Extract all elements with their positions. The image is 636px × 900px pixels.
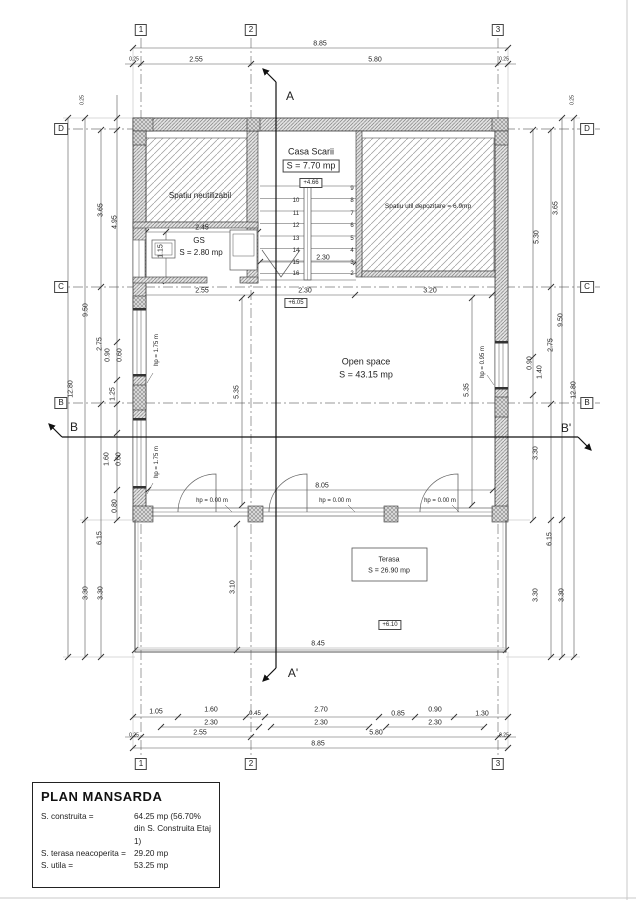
stair-num-10: 10 (292, 198, 300, 204)
hp-leader-lines (147, 369, 494, 512)
dim-left-615: 6.15 (96, 531, 104, 545)
dim-bot-230b: 2.30 (314, 719, 328, 727)
dim-gs-245: 2.45 (195, 224, 209, 232)
dim-right-330c: 3.30 (558, 588, 566, 602)
stair-num-12: 12 (292, 223, 300, 229)
room-open-space-name: Open space (341, 356, 391, 367)
grid-bubble-c-left: C (54, 281, 68, 293)
dim-left-950: 9.50 (82, 303, 90, 317)
dim-310: 3.10 (229, 580, 237, 594)
stair-break-line (262, 250, 300, 277)
dim-right-1280: 12.80 (570, 381, 578, 399)
dim-bot-580: 5.80 (369, 729, 383, 737)
dim-left-365: 3.65 (97, 203, 105, 217)
room-terasa-name: Terasa (378, 556, 400, 564)
stair-num-15: 15 (292, 260, 300, 266)
stair-num-16: 16 (292, 271, 300, 277)
dim-bot-025-r: 0.25 (499, 732, 509, 739)
stair-num-7: 7 (350, 211, 354, 217)
level-marker-610: +6.10 (378, 620, 401, 630)
dim-bot-885: 8.85 (311, 740, 325, 748)
dim-top-255: 2.55 (189, 56, 203, 64)
dim-535-left: 5.35 (233, 385, 241, 399)
dim-bot-130: 1.30 (475, 710, 489, 718)
stairs (260, 186, 356, 280)
stair-num-9: 9 (350, 186, 354, 192)
dim-gs-115: 1.15 (157, 244, 165, 258)
title-row-construita-2: din S. Construita Etaj 1) (134, 824, 211, 846)
stair-num-14: 14 (292, 248, 300, 254)
terrace (135, 520, 506, 652)
stair-num-2: 2 (350, 271, 354, 277)
room-terasa-area: S = 26.90 mp (368, 567, 410, 575)
terasa-label-box (352, 548, 427, 581)
door-swing-3 (420, 474, 458, 512)
grid-bubble-d-right: D (580, 123, 594, 135)
title-row-terasa: S. terasa neacoperita = 29.20 mp (41, 848, 169, 858)
hp-label-175-b: hp = 1.75 m (154, 446, 160, 478)
grid-bubble-d-left: D (54, 123, 68, 135)
dim-left-090: 0.90 (104, 348, 112, 362)
dim-left-275: 2.75 (96, 337, 104, 351)
stair-num-3: 3 (350, 260, 354, 266)
hp-label-000-c: hp = 0.00 m (424, 498, 456, 504)
section-lines (49, 69, 591, 681)
dim-mid-320: 3.20 (423, 287, 437, 295)
grid-bubble-2-bot: 2 (245, 758, 257, 770)
dim-bot-230c: 2.30 (428, 719, 442, 727)
room-casa-scarii-name: Casa Scarii (287, 146, 335, 157)
stair-num-4: 4 (350, 248, 354, 254)
dim-805: 8.05 (315, 482, 329, 490)
stair-num-8: 8 (350, 198, 354, 204)
door-swing-2 (269, 474, 307, 512)
dim-right-090: 0.90 (526, 356, 534, 370)
room-gs-area: S = 2.80 mp (179, 248, 223, 257)
dim-stair-230: 2.30 (316, 254, 330, 262)
dim-top-025-l: 0.25 (129, 56, 139, 63)
room-gs-name: GS (193, 236, 205, 245)
window-left-1 (133, 308, 146, 377)
title-row-utila: S. utila = 53.25 mp (41, 861, 169, 871)
dim-bot-230a: 2.30 (204, 719, 218, 727)
spatiu-util-hatch (362, 138, 494, 271)
dim-left-080: 0.80 (111, 499, 119, 513)
dim-bot-270: 2.70 (314, 706, 328, 714)
grid-bubble-3-bot: 3 (492, 758, 504, 770)
doors (178, 474, 458, 512)
dim-left-1280: 12.80 (67, 380, 75, 398)
dim-left-025: 0.25 (79, 95, 86, 105)
level-marker-605: +6.05 (284, 298, 307, 308)
window-gs (133, 240, 145, 277)
dim-bot-045: 0.45 (249, 711, 261, 717)
dim-845: 8.45 (311, 640, 325, 648)
dim-bot-105: 1.05 (149, 708, 163, 716)
grid-bubble-1-top: 1 (135, 24, 147, 36)
dim-bot-085: 0.85 (391, 710, 405, 718)
dim-left-060b: 0.60 (115, 452, 123, 466)
grid-bubble-1-bot: 1 (135, 758, 147, 770)
dim-535-right: 5.35 (463, 383, 471, 397)
dim-right-365: 3.65 (552, 201, 560, 215)
section-a-label: A (285, 89, 295, 103)
level-marker-466: +4.66 (299, 178, 322, 188)
dim-right-025: 0.25 (569, 95, 576, 105)
grid-bubble-b-right: B (580, 397, 593, 409)
dim-right-140: 1.40 (536, 365, 544, 379)
section-a-prime-label: A' (287, 666, 299, 680)
stair-num-13: 13 (292, 236, 300, 242)
grid-bubble-c-right: C (580, 281, 594, 293)
room-spatiu-util-depozitare: Spatiu util depozitare = 6.9mp (384, 202, 472, 210)
dim-mid-255: 2.55 (195, 287, 209, 295)
dim-right-950: 9.50 (557, 313, 565, 327)
room-open-space-area: S = 43.15 mp (339, 369, 393, 380)
stair-num-5: 5 (350, 236, 354, 242)
dim-bot-090: 0.90 (428, 706, 442, 714)
title-row-construita: S. construita = 64.25 mp (56.70% (41, 812, 201, 821)
dim-left-495: 4.95 (111, 215, 119, 229)
hp-label-000-a: hp = 0.00 m (196, 498, 228, 504)
dim-left-060a: 0.60 (116, 348, 124, 362)
dim-top-885: 8.85 (313, 40, 327, 48)
title-block (32, 782, 220, 888)
dim-top-025-r: 0.25 (499, 56, 509, 63)
dim-right-275: 2.75 (547, 338, 555, 352)
grid-bubble-2-top: 2 (245, 24, 257, 36)
dim-bot-160: 1.60 (204, 706, 218, 714)
dim-left-125: 1.25 (109, 387, 117, 401)
window-left-2 (133, 418, 146, 489)
dim-right-330a: 3.30 (532, 446, 540, 460)
spatiu-neutilizabil-hatch (146, 138, 247, 222)
section-b-label: B (69, 420, 79, 434)
window-right (495, 341, 508, 390)
room-spatiu-neutilizabil: Spatiu neutilizabil (168, 191, 232, 200)
dim-top-580: 5.80 (368, 56, 382, 64)
rooms-hatch (146, 138, 494, 271)
hp-label-000-b: hp = 0.00 m (319, 498, 351, 504)
gs-fixtures (152, 230, 257, 270)
dim-right-530: 5.30 (533, 230, 541, 244)
dim-left-330b: 3.30 (97, 586, 105, 600)
stair-num-6: 6 (350, 223, 354, 229)
dim-right-330b: 3.30 (532, 588, 540, 602)
hp-label-175-a: hp = 1.75 m (154, 334, 160, 366)
hp-label-095: hp = 0.95 m (480, 346, 486, 378)
section-b-prime-label: B' (560, 421, 572, 435)
stair-num-11: 11 (292, 211, 300, 217)
room-casa-scarii-area: S = 7.70 mp (283, 160, 340, 173)
dim-right-615: 6.15 (546, 532, 554, 546)
door-sills (153, 508, 492, 516)
door-swing-1 (178, 474, 216, 512)
dim-bot-025-l: 0.25 (129, 732, 139, 739)
dim-mid-230: 2.30 (298, 287, 312, 295)
grid-bubble-3-top: 3 (492, 24, 504, 36)
dim-left-160: 1.60 (103, 452, 111, 466)
dim-left-330a: 3.30 (82, 586, 90, 600)
grid-bubble-b-left: B (54, 397, 67, 409)
dim-bot-255: 2.55 (193, 729, 207, 737)
plan-title: PLAN MANSARDA (41, 789, 163, 804)
